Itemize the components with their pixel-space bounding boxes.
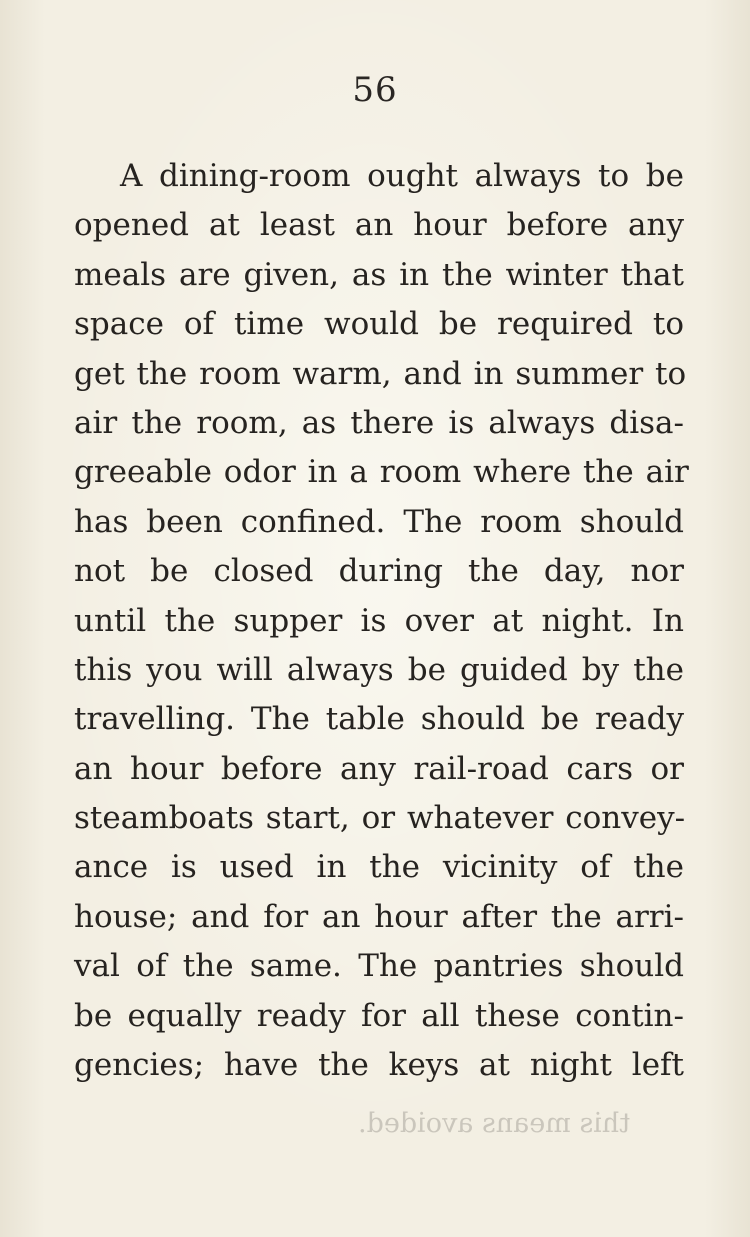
text-line: an hour before any rail-road cars or	[74, 750, 684, 787]
text-line: opened at least an hour before any	[74, 207, 684, 244]
text-line: val of the same. The pantries should	[74, 948, 684, 985]
text-line: until the supper is over at night. In	[74, 602, 684, 639]
text-line: A dining-room ought always to be	[120, 158, 684, 194]
text-line: travelling. The table should be ready	[74, 701, 684, 738]
text-line: not be closed during the day, nor	[74, 553, 684, 590]
page-number: 56	[352, 70, 398, 110]
text-line: gencies; have the keys at night left	[74, 1047, 684, 1084]
text-line: ance is used in the vicinity of the	[74, 849, 684, 886]
text-line: meals are given, as in the winter that	[74, 256, 684, 293]
text-line: greeable odor in a room where the air	[74, 454, 689, 491]
text-line: has been confined. The room should	[74, 503, 684, 540]
text-line: air the room, as there is always disa-	[74, 404, 684, 441]
text-line: house; and for an hour after the arri-	[74, 898, 684, 935]
text-line: this you will always be guided by the	[74, 651, 684, 688]
text-line: get the room warm, and in summer to	[74, 355, 687, 392]
bleed-through-text: this means avoided.	[358, 1108, 631, 1139]
text-line: be equally ready for all these contin-	[74, 997, 684, 1034]
body-text	[74, 152, 689, 1090]
text-line: space of time would be required to	[74, 306, 684, 343]
text-line: steamboats start, or whatever convey-	[74, 800, 686, 837]
